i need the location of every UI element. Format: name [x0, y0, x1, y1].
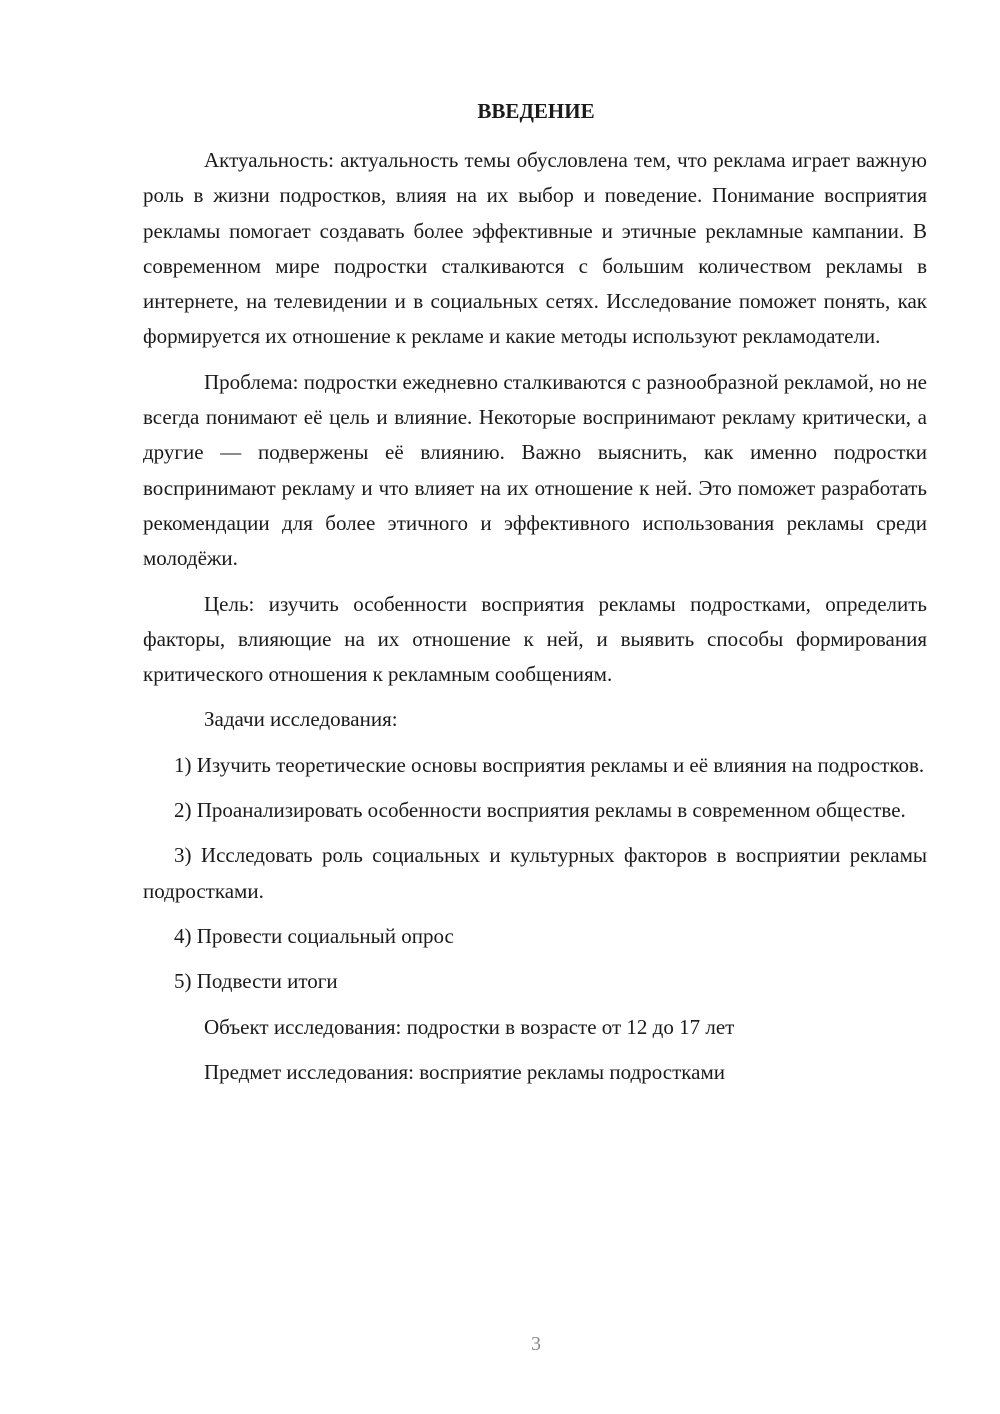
paragraph-relevance: Актуальность: актуальность темы обусловлена тем, что реклама играет важную роль в жизни подростков, влияя на их выбор и поведение. Понимание восприятия рекламы помогает создавать более эффективные и этичные рекламные кампании. В современном мире подростки сталкиваются с большим количеством рекламы в интернете, на телевидении и в социальных сетях. Исследование поможет понять, как формируется их отношение к рекламе и какие методы используют рекламодатели.	[143, 148, 927, 349]
page-title: ВВЕДЕНИЕ	[477, 99, 595, 123]
document-body	[143, 143, 927, 1100]
tasks-heading: Задачи исследования:	[204, 707, 398, 732]
research-object: Объект исследования: подростки в возрасте от 12 до 17 лет	[204, 1014, 735, 1039]
research-subject: Предмет исследования: восприятие рекламы подростками	[204, 1059, 725, 1084]
task-item-1: 1) Изучить теоретические основы восприятия рекламы и её влияния на подростков.	[174, 752, 925, 777]
page-number: 3	[531, 1333, 541, 1355]
paragraph-problem: Проблема: подростки ежедневно сталкиваются с разнообразной рекламой, но не всегда понимают её цель и влияние. Некоторые воспринимают рекламу критически, а другие — подвержены её влиянию. Важно выяснить, как именно подростки воспринимают рекламу и что влияет на их отношение к ней. Это поможет разработать рекомендации для более этичного и эффективного использования рекламы среди молодёжи.	[143, 369, 927, 571]
task-item-2: 2) Проанализировать особенности восприятия рекламы в современном обществе.	[174, 798, 906, 823]
task-item-3: 3) Исследовать роль социальных и культурных факторов в восприятии рекламы подростками.	[143, 843, 927, 903]
task-item-4: 4) Провести социальный опрос	[174, 923, 454, 948]
task-item-5: 5) Подвести итоги	[174, 969, 338, 994]
paragraph-goal: Цель: изучить особенности восприятия рекламы подростками, определить факторы, влияющие на их отношение к ней, и выявить способы формирования критического отношения к рекламным сообщениям.	[143, 591, 927, 687]
